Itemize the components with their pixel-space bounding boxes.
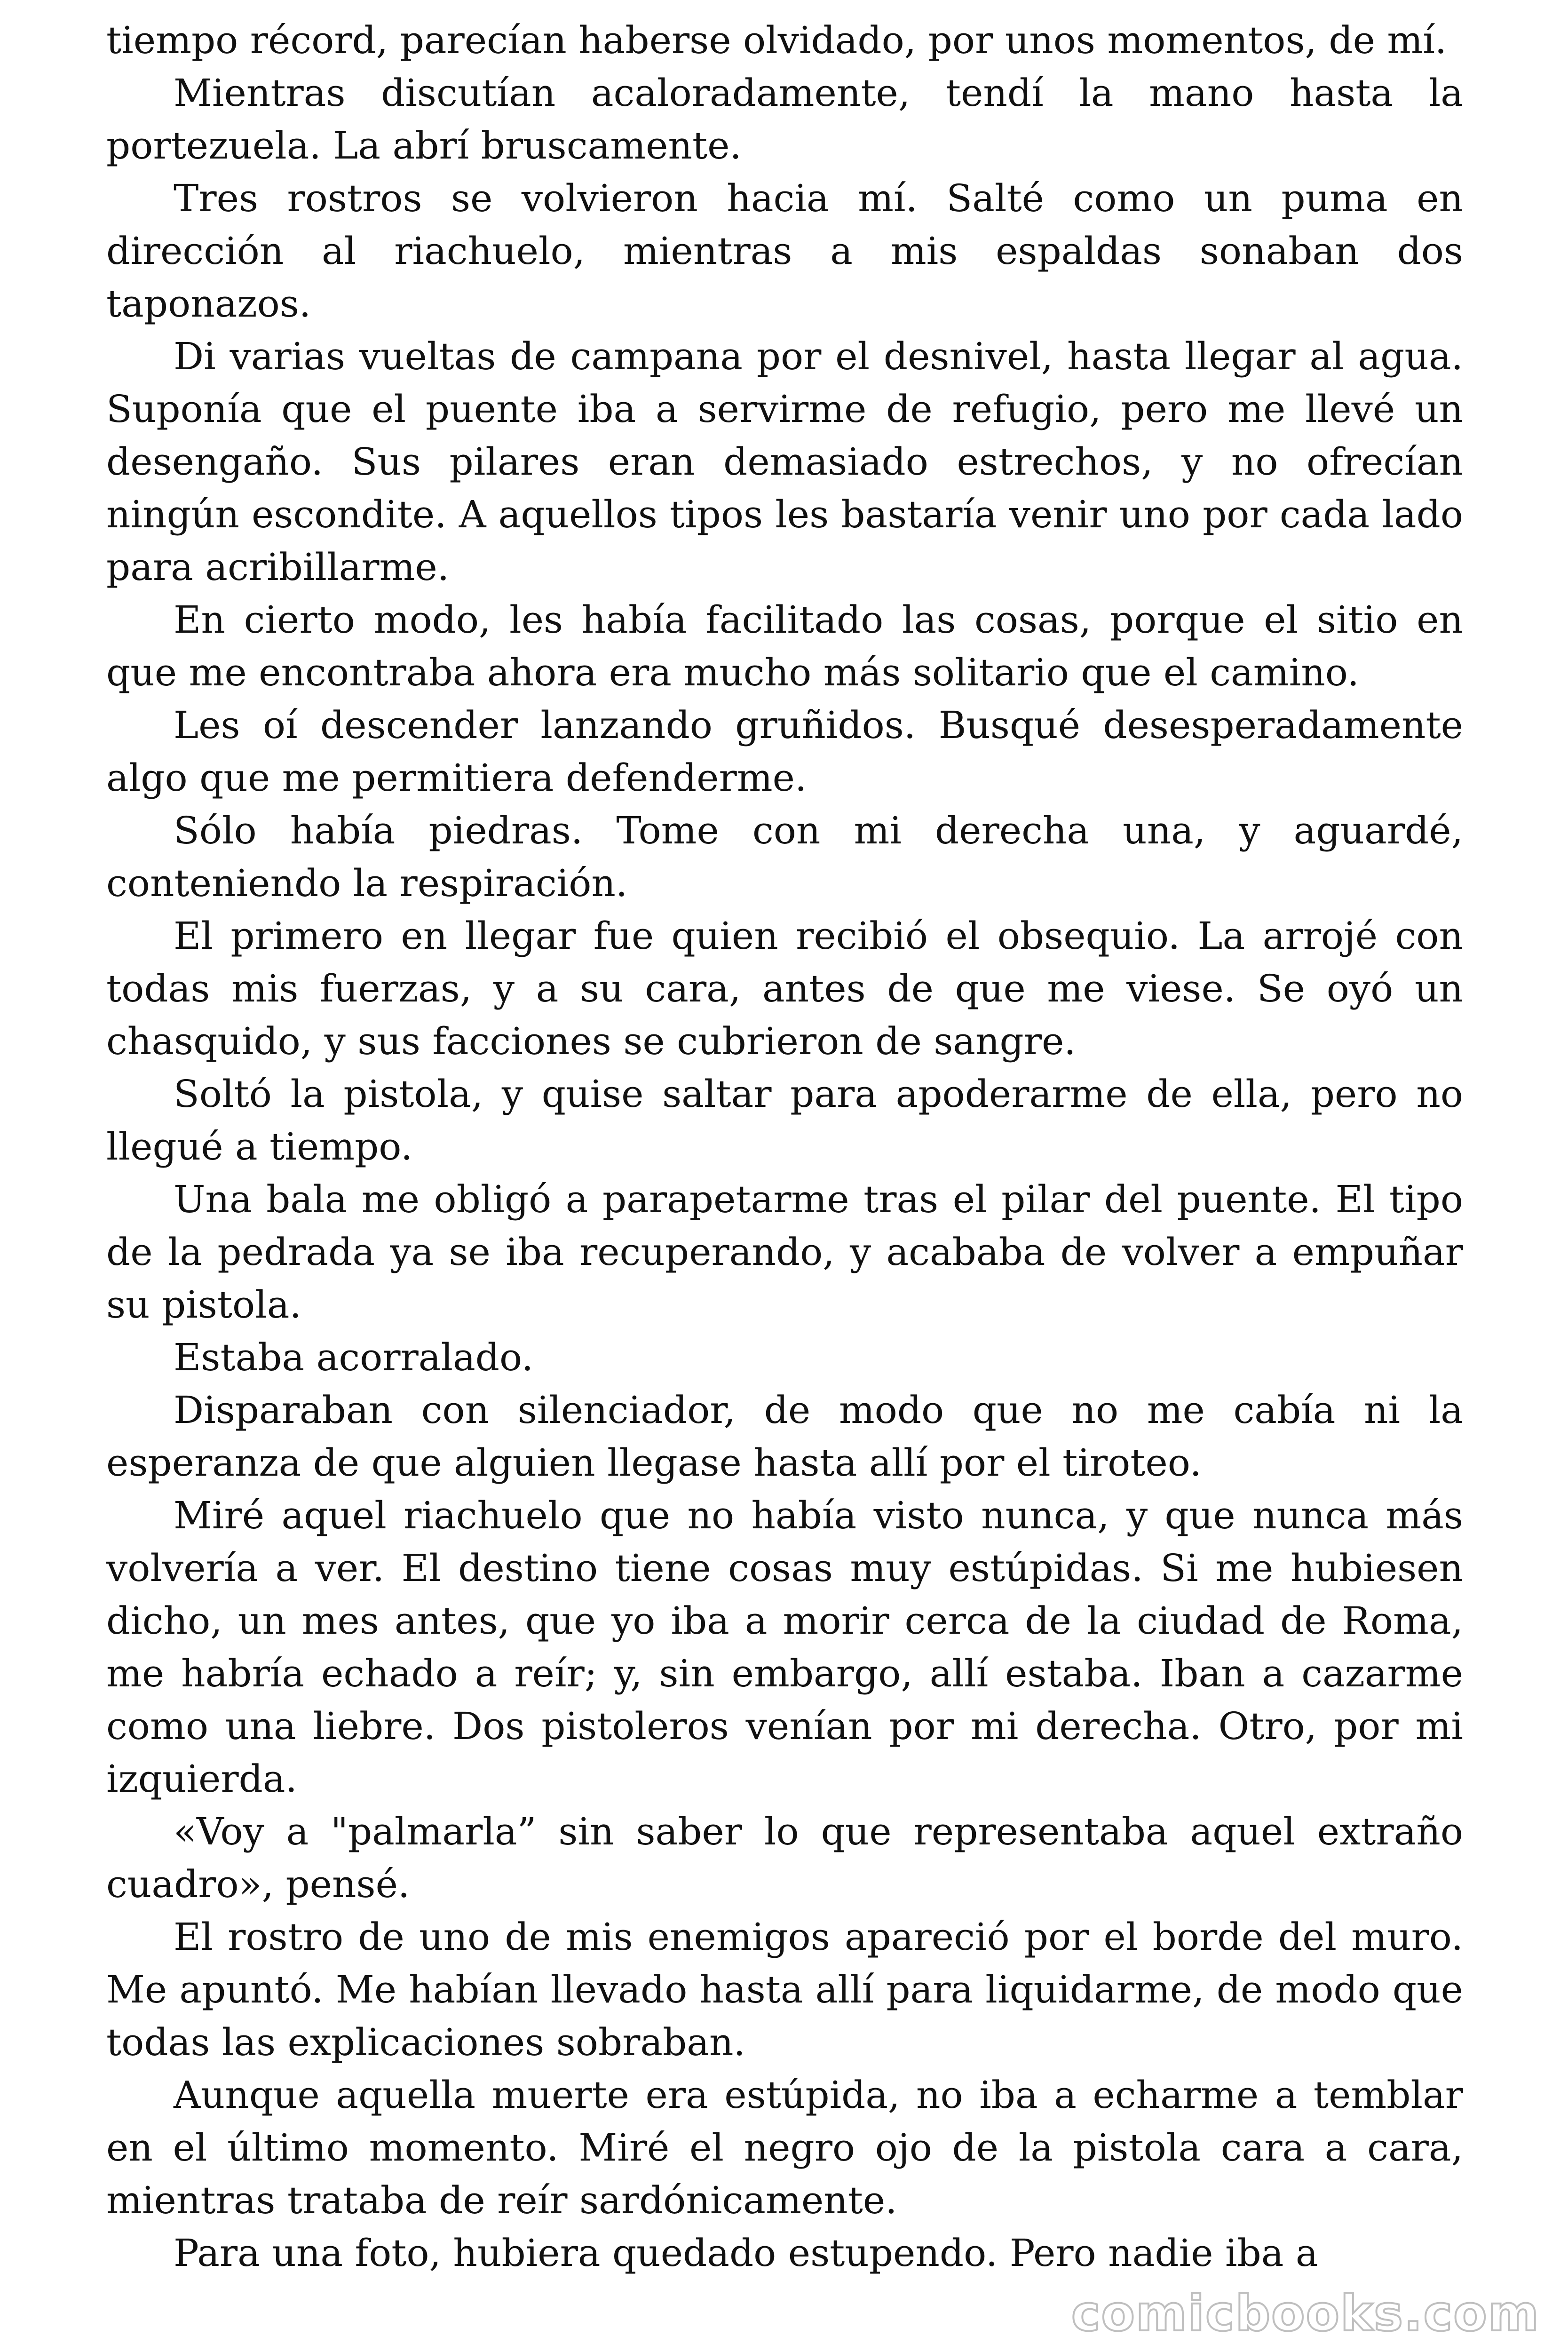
- paragraph-1: tiempo récord, parecían haberse olvidado, por unos momentos, de mí.: [106, 18, 1447, 62]
- paragraph-4: Di varias vueltas de campana por el desnivel, hasta llegar al agua. Suponía que el puente iba a servirme de refugio, pero me llevé un desengaño. Sus pilares eran demasiado estrechos, y no ofrecían ningún escondite. A aquellos tipos les bastaría venir uno por cada lado para acribillarme.: [106, 334, 1463, 589]
- paragraph-6: Les oí descender lanzando gruñidos. Busqué desesperadamente algo que me permitiera defenderme.: [106, 703, 1463, 800]
- paragraph-8: El primero en llegar fue quien recibió el obsequio. La arrojé con todas mis fuerzas, y a su cara, antes de que me viese. Se oyó un chasquido, y sus facciones se cubrieron de sangre.: [106, 914, 1463, 1063]
- text-column: [106, 14, 1463, 2280]
- paragraph-15: El rostro de uno de mis enemigos apareció por el borde del muro. Me apuntó. Me habían llevado hasta allí para liquidarme, de modo que todas las explicaciones sobraban.: [106, 1915, 1463, 2064]
- paragraph-16: Aunque aquella muerte era estúpida, no iba a echarme a temblar en el último momento. Miré el negro ojo de la pistola cara a cara, mientras trataba de reír sardónicamente.: [106, 2073, 1463, 2222]
- paragraph-3: Tres rostros se volvieron hacia mí. Salté como un puma en dirección al riachuelo, mientras a mis espaldas sonaban dos taponazos.: [106, 176, 1463, 326]
- paragraph-10: Una bala me obligó a parapetarme tras el pilar del puente. El tipo de la pedrada ya se iba recuperando, y acababa de volver a empuñar su pistola.: [106, 1177, 1463, 1327]
- watermark: comicbooks.com: [1071, 2285, 1540, 2342]
- paragraph-7: Sólo había piedras. Tome con mi derecha una, y aguardé, conteniendo la respiración.: [106, 809, 1463, 905]
- paragraph-9: Soltó la pistola, y quise saltar para apoderarme de ella, pero no llegué a tiempo.: [106, 1072, 1463, 1168]
- paragraph-11: Estaba acorralado.: [174, 1335, 534, 1379]
- paragraph-13: Miré aquel riachuelo que no había visto nunca, y que nunca más volvería a ver. El destino tiene cosas muy estúpidas. Si me hubiesen dicho, un mes antes, que yo iba a morir cerca de la ciudad de Roma, me habría echado a reír; y, sin embargo, allí estaba. Iban a cazarme como una liebre. Dos pistoleros venían por mi derecha. Otro, por mi izquierda.: [106, 1494, 1463, 1801]
- paragraph-5: En cierto modo, les había facilitado las cosas, porque el sitio en que me encontraba ahora era mucho más solitario que el camino.: [106, 598, 1463, 694]
- paragraph-14: «Voy a "palmarla” sin saber lo que representaba aquel extraño cuadro», pensé.: [106, 1810, 1463, 1906]
- paragraph-12: Disparaban con silenciador, de modo que no me cabía ni la esperanza de que alguien llegase hasta allí por el tiroteo.: [106, 1388, 1463, 1485]
- paragraph-17: Para una foto, hubiera quedado estupendo. Pero nadie iba a: [174, 2231, 1318, 2275]
- paragraph-2: Mientras discutían acaloradamente, tendí la mano hasta la portezuela. La abrí bruscamente.: [106, 71, 1463, 167]
